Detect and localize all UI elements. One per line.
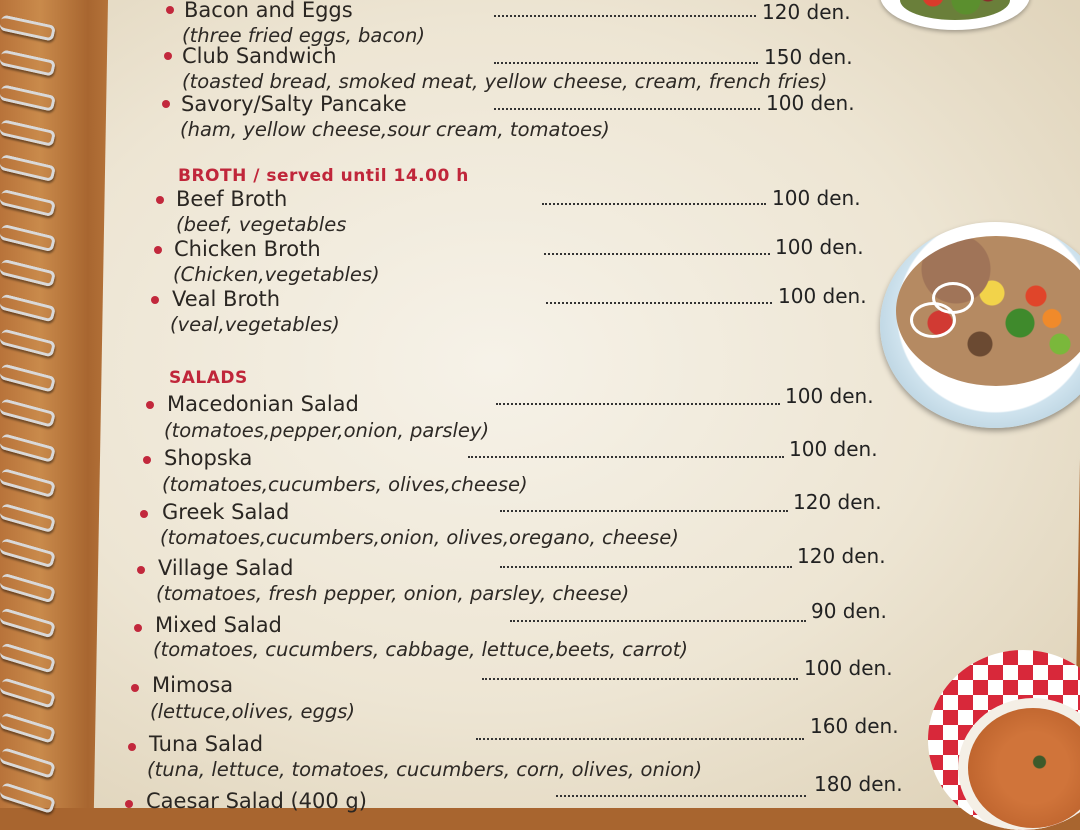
- dot-leader: [542, 203, 766, 205]
- dot-leader: [546, 302, 772, 304]
- item-name: Village Salad: [158, 556, 294, 580]
- dot-leader: [500, 510, 788, 512]
- item-description: (Chicken,vegetables): [173, 263, 380, 286]
- item-description: (tomatoes,cucumbers, olives,cheese): [162, 473, 528, 496]
- dot-leader: [556, 795, 806, 797]
- item-description: (lettuce,olives, eggs): [150, 700, 355, 723]
- item-name: Caesar Salad (400 g): [146, 789, 367, 813]
- item-name: Mimosa: [152, 673, 234, 697]
- item-price: 100 den.: [778, 284, 867, 308]
- item-name: Tuna Salad: [149, 732, 264, 756]
- bullet: [151, 296, 159, 304]
- bullet: [146, 401, 154, 409]
- bullet: [154, 246, 162, 254]
- item-price: 100 den.: [766, 91, 855, 115]
- item-name: Veal Broth: [172, 287, 281, 311]
- item-name: Bacon and Eggs: [184, 0, 353, 22]
- bullet: [162, 100, 170, 108]
- bullet: [128, 743, 136, 751]
- item-price: 120 den.: [793, 490, 882, 514]
- item-name: Club Sandwich: [182, 44, 337, 68]
- item-price: 120 den.: [762, 0, 851, 24]
- bullet: [156, 196, 164, 204]
- dot-leader: [510, 620, 806, 622]
- bullet: [140, 510, 148, 518]
- item-price: 100 den.: [772, 186, 861, 210]
- item-description: (three fried eggs, bacon): [182, 24, 425, 47]
- dot-leader: [482, 678, 798, 680]
- item-description: (ham, yellow cheese,sour cream, tomatoes): [180, 118, 610, 141]
- bullet: [164, 52, 172, 60]
- item-price: 120 den.: [797, 544, 886, 568]
- item-description: (beef, vegetables: [176, 213, 347, 236]
- item-price: 90 den.: [811, 599, 887, 623]
- item-description: (veal,vegetables): [170, 313, 340, 336]
- item-price: 160 den.: [810, 714, 899, 738]
- item-price: 100 den.: [804, 656, 893, 680]
- item-description: (tomatoes,cucumbers,onion, olives,oregano, cheese): [160, 526, 679, 549]
- bullet: [131, 684, 139, 692]
- item-name: Shopska: [164, 446, 253, 470]
- section-heading-broth: BROTH / served until 14.00 h: [178, 166, 469, 186]
- item-price: 180 den.: [814, 772, 903, 796]
- item-name: Macedonian Salad: [167, 392, 359, 416]
- item-name: Greek Salad: [162, 500, 290, 524]
- dot-leader: [494, 108, 760, 110]
- bullet: [134, 624, 142, 632]
- item-description: (tomatoes, fresh pepper, onion, parsley, cheese): [156, 582, 630, 605]
- bullet: [125, 800, 133, 808]
- bullet: [143, 456, 151, 464]
- section-heading-salads: SALADS: [169, 368, 248, 388]
- dot-leader: [496, 403, 780, 405]
- item-description: (toasted bread, smoked meat, yellow cheese, cream, french fries): [182, 70, 828, 93]
- item-name: Beef Broth: [176, 187, 288, 211]
- item-description: (tuna, lettuce, tomatoes, cucumbers, corn, olives, onion): [147, 758, 703, 781]
- item-description: (tomatoes,pepper,onion, parsley): [164, 419, 490, 442]
- item-name: Chicken Broth: [174, 237, 321, 261]
- item-description: (tomatoes, cucumbers, cabbage, lettuce,beets, carrot): [153, 638, 688, 661]
- item-price: 150 den.: [764, 45, 853, 69]
- bullet: [166, 6, 174, 14]
- dot-leader: [500, 566, 792, 568]
- item-name: Savory/Salty Pancake: [181, 92, 407, 116]
- dot-leader: [494, 15, 756, 17]
- dot-leader: [494, 62, 758, 64]
- dot-leader: [544, 253, 770, 255]
- bullet: [137, 566, 145, 574]
- item-price: 100 den.: [789, 437, 878, 461]
- item-price: 100 den.: [785, 384, 874, 408]
- dot-leader: [476, 738, 804, 740]
- dot-leader: [468, 456, 784, 458]
- item-price: 100 den.: [775, 235, 864, 259]
- item-name: Mixed Salad: [155, 613, 282, 637]
